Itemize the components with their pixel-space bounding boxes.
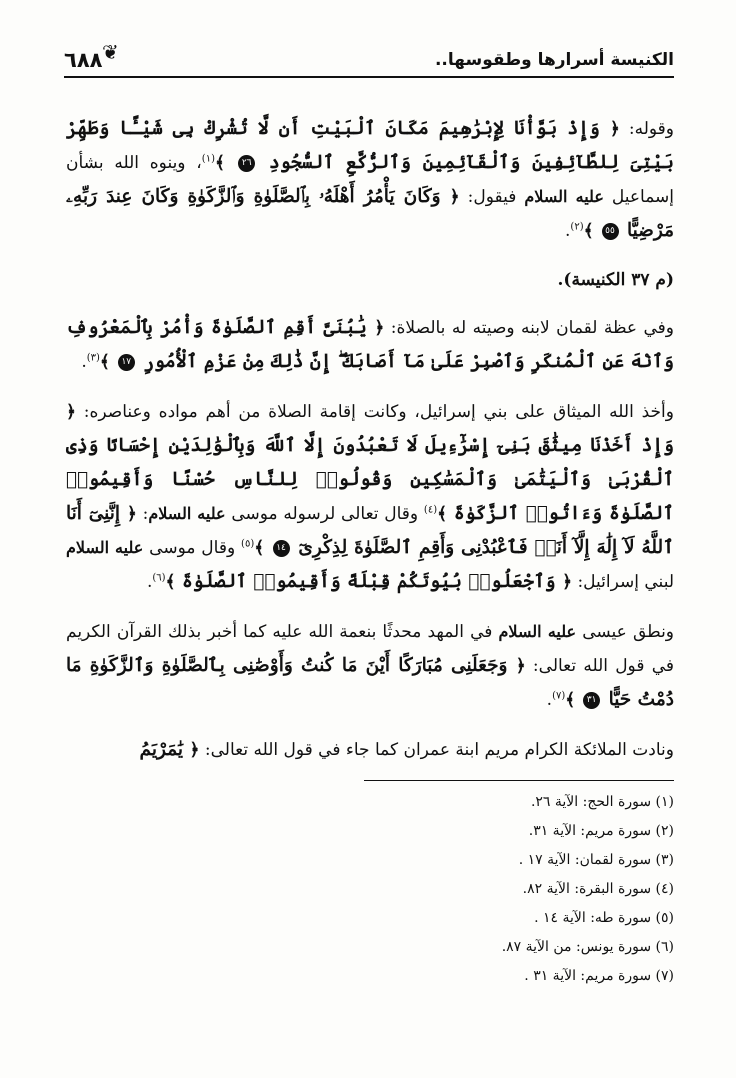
ayah-number-badge: ١٧ (118, 354, 135, 371)
quran-bracket-open: ﴿ (374, 318, 385, 338)
quran-verse: وَإِذْ بَوَّأْنَا لِإِبْرَٰهِيمَ مَكَانَ ٱلْبَيْتِ أَن لَّا تُشْرِكْ بِى شَيْـًٔا وَطَهِّرْ بَيْتِىَ لِلطَّآئِفِينَ وَٱلْقَآئِمِينَ وَٱلرُّكَّعِ ٱلسُّجُودِ (66, 118, 674, 173)
quran-bracket-open: ﴿ (515, 656, 526, 676)
quran-bracket-close: ﴾ (165, 572, 176, 592)
quran-verse: وَإِذْ أَخَذْنَا مِيثَٰقَ بَنِىٓ إِسْرَٰٓءِيلَ لَا تَعْبُدُونَ إِلَّا ٱللَّهَ وَبِٱلْوَٰلِدَيْنِ إِحْسَانًا وَذِى ٱلْقُرْبَىٰ وَٱلْيَتَٰمَىٰ وَٱلْمَسَٰكِينِ وَقُولُوا۟ لِلنَّاسِ حُسْنًا وَأَقِيمُوا۟ ٱلصَّلَوٰةَ وَءَاتُوا۟ ٱلزَّكَوٰةَ (66, 435, 674, 524)
ayah-number-badge: ٣١ (583, 692, 600, 709)
quran-verse: وَجَعَلَنِى مُبَارَكًا أَيْنَ مَا كُنتُ وَأَوْصَٰنِى بِٱلصَّلَوٰةِ وَٱلزَّكَوٰةِ مَا دُمْتُ حَيًّا (66, 655, 674, 710)
body-text (66, 112, 674, 783)
signature-mark: (م ٣٧ الكنيسة). (557, 270, 674, 290)
running-title: الكنيسة أسرارها وطقوسها.. (434, 50, 674, 70)
footnote: (٣) سورة لقمان: الآية ١٧ . (518, 852, 674, 868)
quran-bracket-close: ﴾ (565, 690, 582, 710)
footnote: (١) سورة الحج: الآية ٢٦. (530, 794, 674, 810)
page-header (64, 40, 674, 78)
quran-verse: وَٱجْعَلُوا۟ بُيُوتَكُمْ قِبْلَةً وَأَقِيمُوا۟ ٱلصَّلَوٰةَ (175, 571, 563, 592)
quran-bracket-close: ﴾ (99, 352, 116, 372)
quran-verse: إِنَّنِىٓ أَنَا ٱللَّهُ لَآ إِلَٰهَ إِلَّآ أَنَا۠ فَٱعْبُدْنِى وَأَقِمِ ٱلصَّلَوٰةَ لِذِكْرِىٓ (66, 503, 674, 558)
ayah-number-badge: ٥٥ (602, 223, 619, 240)
footnote: (٤) سورة البقرة: الآية ٨٢. (522, 881, 674, 897)
quran-verse: وَكَانَ يَأْمُرُ أَهْلَهُۥ بِٱلصَّلَوٰةِ وَٱلزَّكَوٰةِ وَكَانَ عِندَ رَبِّهِۦ مَرْضِيًّا (66, 186, 674, 241)
footnote: (٧) سورة مريم: الآية ٣١ . (524, 968, 674, 984)
footnote: (٢) سورة مريم: الآية ٣١. (528, 823, 674, 839)
quran-verse: يَٰبُنَىَّ أَقِمِ ٱلصَّلَوٰةَ وَأْمُرْ بِٱلْمَعْرُوفِ وَٱنْهَ عَنِ ٱلْمُنكَرِ وَٱصْبِرْ عَلَىٰ مَآ أَصَابَكَ ۖ إِنَّ ذَٰلِكَ مِنْ عَزْمِ ٱلْأُمُورِ (66, 317, 674, 372)
paragraph-1: وقوله: ﴿ وَإِذْ بَوَّأْنَا لِإِبْرَٰهِيمَ مَكَانَ ٱلْبَيْتِ أَن لَّا تُشْرِكْ بِى شَيْـًٔا وَطَهِّرْ بَيْتِىَ لِلطَّآئِفِينَ وَٱلْقَآئِمِينَ وَٱلرُّكَّعِ ٱلسُّجُودِ ٢٦ ﴾$^{(١)}$، وينوه الله بشأن إسماعيل عليه السلام فيقول: ﴿ وَكَانَ يَأْمُرُ أَهْلَهُۥ بِٱلصَّلَوٰةِ وَٱلزَّكَوٰةِ وَكَانَ عِندَ رَبِّهِۦ مَرْضِيًّا ٥٥ ﴾$^{(٢)}$. (66, 118, 675, 241)
honorific-glyph: عليه السلام (524, 187, 604, 206)
footnote-divider (364, 780, 674, 781)
honorific-glyph: عليه السلام (66, 538, 144, 557)
footnote-ref: (٧) (552, 690, 566, 702)
quran-bracket-close: ﴾ (583, 221, 600, 241)
quran-bracket-open: ﴿ (562, 572, 573, 592)
footnotes (294, 788, 674, 991)
quran-bracket-open: ﴿ (126, 504, 137, 524)
quran-bracket-close: ﴾ (254, 538, 271, 558)
paragraph-6: ونادت الملائكة الكرام مريم ابنة عمران كما جاء في قول الله تعالى: ﴿ يَٰمَرْيَمُ (139, 739, 674, 760)
quran-bracket-close: ﴾ (437, 504, 448, 524)
footnote-ref: (١) (201, 153, 215, 165)
paragraph-5: ونطق عيسى عليه السلام في المهد محدثًا بنعمة الله عليه كما أخبر بذلك القرآن الكريم في قول الله تعالى: ﴿ وَجَعَلَنِى مُبَارَكًا أَيْنَ مَا كُنتُ وَأَوْصَٰنِى بِٱلصَّلَوٰةِ وَٱلزَّكَوٰةِ مَا دُمْتُ حَيًّا ٣١ ﴾$^{(٧)}$. (66, 622, 675, 710)
footnote-ref: (٥) (241, 538, 255, 550)
quran-bracket-open: ﴿ (609, 119, 620, 139)
footnote-ref: (٣) (86, 352, 100, 364)
footnote: (٥) سورة طه: الآية ١٤ . (534, 910, 674, 926)
page-number: ٦٨٨ (64, 48, 103, 72)
ayah-number-badge: ٢٦ (238, 155, 255, 172)
honorific-glyph: عليه السلام (148, 504, 226, 523)
footnote-ref: (٦) (152, 572, 166, 584)
footnote: (٦) سورة يونس: من الآية ٨٧. (501, 939, 674, 955)
honorific-glyph: عليه السلام (498, 622, 577, 641)
ayah-number-badge: ١٤ (273, 540, 290, 557)
footnote-ref: (٤) (423, 504, 438, 516)
quran-bracket-open: ﴿ (449, 187, 460, 207)
footnote-ref: (٢) (570, 221, 584, 233)
quran-verse: يَٰمَرْيَمُ (139, 739, 190, 760)
paragraph-3: وفي عظة لقمان لابنه وصيته له بالصلاة: ﴿ يَٰبُنَىَّ أَقِمِ ٱلصَّلَوٰةَ وَأْمُرْ بِٱلْمَعْرُوفِ وَٱنْهَ عَنِ ٱلْمُنكَرِ وَٱصْبِرْ عَلَىٰ مَآ أَصَابَكَ ۖ إِنَّ ذَٰلِكَ مِنْ عَزْمِ ٱلْأُمُورِ ١٧ ﴾$^{(٣)}$. (66, 317, 675, 372)
ornament-icon: ❦ (102, 40, 119, 64)
paragraph-2 (66, 264, 674, 297)
quran-bracket-open: ﴿ (66, 402, 76, 422)
paragraph-4: وأخذ الله الميثاق على بني إسرائيل، وكانت إقامة الصلاة من أهم مواده وعناصره: ﴿ وَإِذْ أَخَذْنَا مِيثَٰقَ بَنِىٓ إِسْرَٰٓءِيلَ لَا تَعْبُدُونَ إِلَّا ٱللَّهَ وَبِٱلْوَٰلِدَيْنِ إِحْسَانًا وَذِى ٱلْقُرْبَىٰ وَٱلْيَتَٰمَىٰ وَٱلْمَسَٰكِينِ وَقُولُوا۟ لِلنَّاسِ حُسْنًا وَأَقِيمُوا۟ ٱلصَّلَوٰةَ وَءَاتُوا۟ ٱلزَّكَوٰةَ ﴾$^{(٤)}$ وقال تعالى لرسوله موسى عليه السلام: ﴿ إِنَّنِىٓ أَنَا ٱللَّهُ لَآ إِلَٰهَ إِلَّآ أَنَا۠ فَٱعْبُدْنِى وَأَقِمِ ٱلصَّلَوٰةَ لِذِكْرِىٓ ١٤ ﴾$^{(٥)}$ وقال موسى عليه السلام لبني إسرائيل: ﴿ وَٱجْعَلُوا۟ بُيُوتَكُمْ قِبْلَةً وَأَقِيمُوا۟ ٱلصَّلَوٰةَ ﴾$^{(٦)}$. (66, 402, 674, 592)
quran-bracket-open: ﴿ (189, 740, 200, 760)
quran-bracket-close: ﴾ (214, 153, 237, 173)
